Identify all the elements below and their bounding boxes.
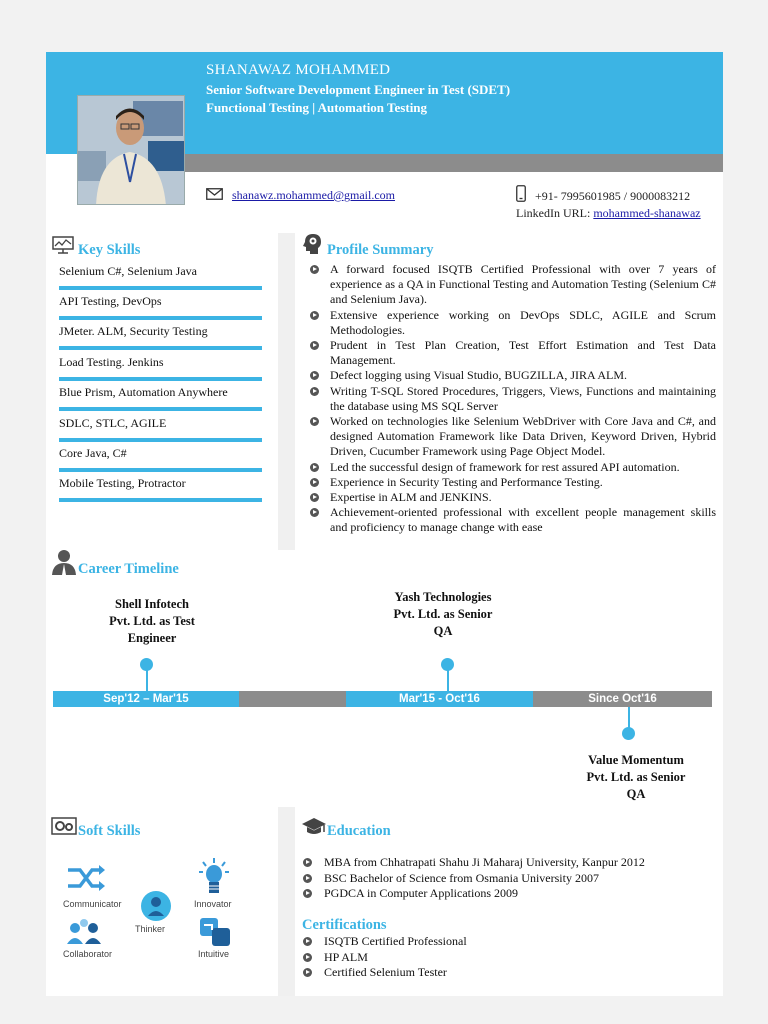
header-gray-strip (184, 154, 723, 172)
list-item: PGDCA in Computer Applications 2009 (301, 886, 711, 902)
soft-skill-label: Thinker (135, 924, 166, 934)
list-item: HP ALM (301, 950, 711, 966)
list-item: Led the successful design of framework for rest assured API automation. (308, 460, 716, 475)
soft-skill-label: Innovator (194, 899, 232, 909)
presentation-chart-icon (52, 236, 74, 254)
mobile-phone-icon (516, 185, 526, 202)
resume-page (46, 52, 723, 996)
education-list (301, 855, 711, 902)
list-item: Extensive experience working on DevOps SDLC, AGILE and Scrum Methodologies. (308, 308, 716, 338)
skill-item: Mobile Testing, Protractor (59, 476, 186, 490)
skill-item: Selenium C#, Selenium Java (59, 264, 197, 278)
skill-item: SDLC, STLC, AGILE (59, 416, 167, 430)
skill-bar (59, 407, 262, 411)
list-item: Defect logging using Visual Studio, BUGZILLA, JIRA ALM. (308, 368, 716, 383)
list-item: Expertise in ALM and JENKINS. (308, 490, 716, 505)
timeline-marker (622, 727, 635, 740)
graduation-cap-icon (302, 816, 326, 836)
timeline-company-2: Yash Technologies Pvt. Ltd. as Senior QA (393, 590, 493, 638)
specialization: Functional Testing | Automation Testing (206, 100, 428, 115)
envelope-icon (206, 188, 223, 200)
list-item: Achievement-oriented professional with excellent people management skills and proficiency to manage change with ease (308, 505, 716, 535)
timeline-period-3: Since Oct'16 (533, 691, 712, 707)
gears-icon (51, 817, 77, 837)
soft-skill-label: Intuitive (198, 949, 230, 959)
linkedin-label: LinkedIn URL: (516, 206, 591, 220)
education-title: Education (327, 823, 391, 839)
profile-summary-list (308, 262, 716, 536)
certifications-title: Certifications (302, 917, 387, 933)
people-group-icon (66, 918, 102, 946)
column-divider (278, 807, 295, 996)
light-bulb-icon (199, 858, 229, 896)
list-item: Experience in Security Testing and Performance Testing. (308, 475, 716, 490)
phone-row (516, 185, 690, 204)
list-item: Worked on technologies like Selenium WebDriver with Core Java and C#, and designed Automation Framework like Data Driven, Keyword Driven, Hybrid Driven, Cucumber Framework using Page Object Model. (308, 414, 716, 460)
skill-item: Load Testing. Jenkins (59, 355, 164, 369)
skill-item: JMeter. ALM, Security Testing (59, 324, 208, 338)
head-gear-icon (302, 233, 322, 255)
timeline-period-2: Mar'15 - Oct'16 (346, 691, 533, 707)
timeline-company-1: Shell Infotech Pvt. Ltd. as Test Engineer (109, 597, 195, 645)
person-icon (52, 549, 76, 575)
linkedin-link[interactable]: mohammed-shanawaz (593, 206, 701, 220)
skill-bar (59, 438, 262, 442)
career-timeline-title: Career Timeline (78, 561, 179, 577)
skill-bar (59, 468, 262, 472)
list-item: A forward focused ISQTB Certified Professional with over 7 years of experience as a QA in Functional Testing and Automation Testing (Selenium C# and Selenium Java). (308, 262, 716, 308)
list-item: Prudent in Test Plan Creation, Test Effort Estimation and Test Data Management. (308, 338, 716, 368)
email-row (206, 188, 395, 203)
list-item: Writing T-SQL Stored Procedures, Triggers, Views, Functions and maintaining the database using MS SQL Server (308, 384, 716, 414)
candidate-name: SHANAWAZ MOHAMMED (206, 62, 391, 78)
skill-bar (59, 286, 262, 290)
thinker-brain-icon (140, 890, 172, 922)
skill-bar (59, 316, 262, 320)
shuffle-arrows-icon (66, 864, 106, 894)
timeline-company-3: Value Momentum Pvt. Ltd. as Senior QA (586, 753, 686, 801)
linkedin-row (516, 206, 701, 221)
soft-skills-title: Soft Skills (78, 823, 141, 839)
timeline-period-1: Sep'12 – Mar'15 (53, 691, 239, 707)
soft-skill-label: Collaborator (63, 949, 113, 959)
skill-bar (59, 346, 262, 350)
certifications-list (301, 934, 711, 981)
job-title: Senior Software Development Engineer in Test (SDET) (206, 82, 511, 97)
intuitive-shapes-icon (198, 916, 232, 948)
soft-skill-label: Communicator (63, 899, 122, 909)
list-item: BSC Bachelor of Science from Osmania University 2007 (301, 871, 711, 887)
skill-item: API Testing, DevOps (59, 294, 162, 308)
skill-bar (59, 498, 262, 502)
column-divider (278, 233, 295, 550)
skill-item: Core Java, C# (59, 446, 127, 460)
profile-summary-title: Profile Summary (327, 242, 434, 258)
list-item: ISQTB Certified Professional (301, 934, 711, 950)
phone-number: +91- 7995601985 / 9000083212 (535, 189, 691, 203)
key-skills-title: Key Skills (78, 242, 141, 258)
profile-photo (77, 95, 185, 205)
skill-bar (59, 377, 262, 381)
list-item: MBA from Chhatrapati Shahu Ji Maharaj University, Kanpur 2012 (301, 855, 711, 871)
skill-item: Blue Prism, Automation Anywhere (59, 385, 228, 399)
email-link[interactable]: shanawz.mohammed@gmail.com (232, 188, 396, 202)
list-item: Certified Selenium Tester (301, 965, 711, 981)
